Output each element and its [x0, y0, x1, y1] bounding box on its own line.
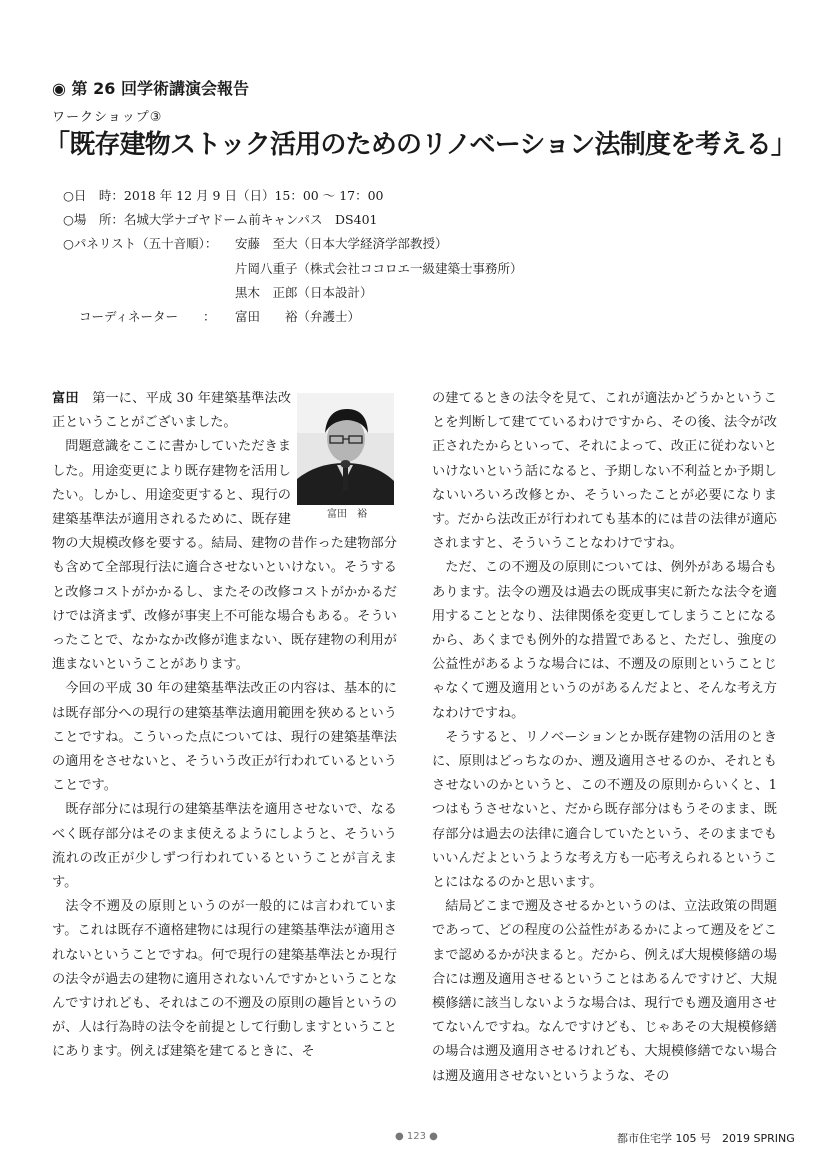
photo-caption: 富田 裕	[327, 509, 367, 520]
paragraph-text: 第一に、平成 30 年建築基準法改正ということがございました。	[52, 391, 292, 431]
paragraph: 今回の平成 30 年の建築基準法改正の内容は、基本的には既存部分への現行の建築基準法適用範囲を狭めるということですね。こういった点については、現行の建築基準法の適用をさせないと、そういう改正が行われているということです。	[52, 681, 397, 794]
page-number: ● 123 ●	[395, 1131, 438, 1142]
info-coordinator-row	[63, 305, 384, 329]
panelist: 片岡八重子（株式会社ココロエ一級建築士事務所）	[235, 260, 523, 276]
paragraph: 結局どこまで遡及させるかというのは、立法政策の問題であって、どの程度の公益性があるかによって遡及をどこまで認めるかが決まると。だから、例えば大規模修繕の場合には遡及適用させるということはあるんですけど、大規模修繕に該当しないような場合は、現行でも遡及適用させてないんですね。なんですけども、じゃあその大規模修繕の場合は遡及適用させるけれども、大規模修繕でない場合は遡及適用させないというような、その	[432, 899, 777, 1084]
paragraph: の建てるときの法令を見て、これが適法かどうかということを判断して建てているわけですから、その後、法令が改正されたからといって、それによって、改正に従わないといけないという話になると、予期しない不利益とか予期しないいろいろ改修とか、そういったことが必要になります。だから法改正が行われても基本的には昔の法律が適応されますと、そういうことなわけですね。	[432, 391, 777, 552]
event-info	[63, 184, 523, 329]
panelist: 安藤 至大（日本大学経済学部教授）	[235, 236, 448, 252]
info-place: ○場 所：名城大学ナゴヤドーム前キャンパス DS401	[63, 212, 378, 228]
paragraph: 法令不遡及の原則というのが一般的には言われています。これは既存不適格建物には現行の建築基準法が適用されないということですね。何で現行の建築基準法とか現行の法令が過去の建物に適用されないんですかということなんですけれども、それはこの不遡及の原則の趣旨というのが、人は行為時の法令を前提として行動しますということにあります。例えば建築を建てるときに、そ	[52, 899, 397, 1060]
info-date: ○日 時：2018 年 12 月 9 日（日）15：00 〜 17：00	[63, 188, 384, 203]
left-column	[52, 387, 397, 1065]
section-title: ◉ 第 26 回学術講演会報告	[52, 79, 249, 98]
coordinator-label: コーディネーター ：	[79, 308, 216, 324]
info-panelist-row	[63, 257, 523, 281]
paragraph: ただ、この不遡及の原則については、例外がある場合もあります。法令の遡及は過去の既成事実に新たな法令を適用することとなり、法律関係を変更してしまうことになるから、あくまでも例外的な措置であると、ただし、強度の公益性があるような場合には、不遡及の原則ということじゃなくて遡及適用というのがあるんだよと、そんな考え方なわけですね。	[432, 560, 777, 721]
journal-title: 都市住宅学 105 号 2019 SPRING	[617, 1132, 795, 1145]
speaker-name: 富田	[52, 391, 79, 406]
paragraph: 問題意識をここに書かしていただきました。用途変更により既存建物を活用したい。しかし、用途変更すると、現行の建築基準法が適用されるために、既存建物の大規模改修を要する。結局、建物の昔作った建物部分も含めて全部現行法に適合させないといけない。そうすると改修コストがかかるし、またその改修コストがかかるだけでは済まず、改修が事実上不可能な場合もある。そういったことで、なかなか改修が進まない、既存建物の利用が進まないということがあります。	[52, 439, 397, 673]
speaker-photo	[297, 393, 394, 505]
paragraph: そうすると、リノベーションとか既存建物の活用のときに、原則はどっちなのか、遡及適用させるのか、それともさせないのかというと、この不遡及の原則からいくと、1 つはもうさせないと、だから既存部分はもうそのまま、既存部分は過去の法律に適合していたという、そのままでもいいんだよというような考え方も一応考えられるということにはなるのかと思います。	[432, 729, 777, 891]
panelists-label: ○パネリスト（五十音順）：	[63, 236, 218, 252]
main-title: 「既存建物ストック活用のためのリノベーション法制度を考える」	[44, 130, 797, 160]
workshop-label: ワークショップ③	[52, 110, 163, 125]
speaker-photo-block	[297, 393, 397, 522]
coordinator: 富田 裕（弁護士）	[235, 308, 361, 324]
info-panelist-row	[63, 281, 384, 305]
panelist: 黒木 正郎（日本設計）	[235, 284, 373, 300]
paragraph: 既存部分には現行の建築基準法を適用させないで、なるべく既存部分はそのまま使えるようにしようと、そういう流れの改正が少しずつ行われているということが言えます。	[52, 802, 397, 891]
info-panelist-row	[63, 232, 448, 256]
right-column	[432, 387, 777, 1089]
